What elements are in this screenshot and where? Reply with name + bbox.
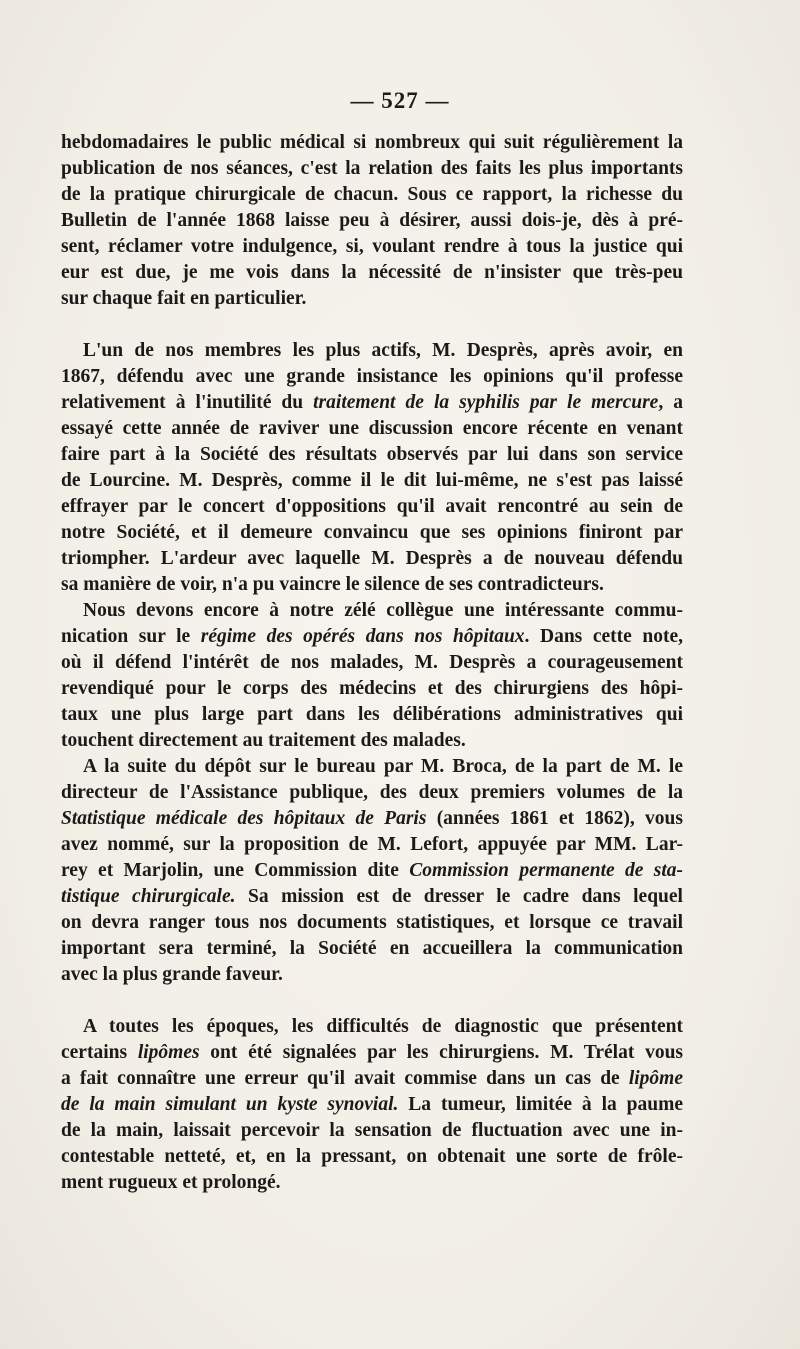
text-line: on devra ranger tous nos documents statistiques, et lorsque ce travail xyxy=(61,912,683,933)
italic-title: Statistique médicale des hôpitaux de Paris xyxy=(61,808,427,829)
text-line: essayé cette année de raviver une discussion encore récente en venant xyxy=(61,418,683,439)
text-line: Bulletin de l'année 1868 laisse peu à désirer, aussi dois-je, dès à pré- xyxy=(61,210,683,231)
text-line: revendiqué pour le corps des médecins et des chirurgiens des hôpi- xyxy=(61,678,683,699)
text-line xyxy=(61,1040,683,1066)
text-run: nication sur le xyxy=(61,626,201,647)
paragraph xyxy=(61,598,683,754)
text-run: ont été signalées par les chirurgiens. M. Trélat vous xyxy=(199,1042,683,1063)
text-line xyxy=(61,390,683,416)
italic-title: traitement de la syphilis par le mercure xyxy=(313,392,659,413)
text-run: rey et Marjolin, une Commission dite xyxy=(61,860,410,881)
text-line: touchent directement au traitement des malades. xyxy=(61,730,466,751)
text-line: où il défend l'intérêt de nos malades, M. Desprès a courageusement xyxy=(61,652,683,673)
text-line: taux une plus large part dans les délibérations administratives qui xyxy=(61,704,683,725)
text-line xyxy=(61,884,683,910)
page-number: — 527 — xyxy=(350,88,450,113)
text-line: L'un de nos membres les plus actifs, M. Desprès, après avoir, en xyxy=(83,340,683,361)
text-run: La tumeur, limitée à la paume xyxy=(398,1094,683,1115)
text-line: avez nommé, sur la proposition de M. Lefort, appuyée par MM. Lar- xyxy=(61,834,683,855)
italic-title: régime des opérés dans nos hôpitaux xyxy=(200,626,525,647)
italic-title: lipômes xyxy=(137,1042,200,1063)
text-line: 1867, défendu avec une grande insistance les opinions qu'il professe xyxy=(61,366,683,387)
text-run: . Dans cette note, xyxy=(524,626,684,647)
paragraph xyxy=(61,338,683,598)
text-line: de Lourcine. M. Desprès, comme il le dit lui-même, ne s'est pas laissé xyxy=(61,470,683,491)
text-line: sent, réclamer votre indulgence, si, voulant rendre à tous la justice qui xyxy=(61,236,683,257)
text-line: A toutes les époques, les difficultés de diagnostic que présentent xyxy=(83,1016,683,1037)
italic-title: Commission permanente de sta- xyxy=(409,860,684,881)
text-run: (années 1861 et 1862), vous xyxy=(426,808,683,829)
italic-title: de la main simulant un kyste synovial. xyxy=(61,1094,399,1115)
text-line: publication de nos séances, c'est la relation des faits les plus importants xyxy=(61,158,683,179)
paragraph xyxy=(61,130,683,312)
text-line: faire part à la Société des résultats observés par lui dans son service xyxy=(61,444,683,465)
text-line: de la main, laissait percevoir la sensation de fluctuation avec une in- xyxy=(61,1120,683,1141)
text-line: important sera terminé, la Société en accueillera la communication xyxy=(61,938,683,959)
text-line: de la pratique chirurgicale de chacun. Sous ce rapport, la richesse du xyxy=(61,184,683,205)
page-body xyxy=(61,130,683,1196)
text-run: a fait connaître une erreur qu'il avait commise dans un cas de xyxy=(61,1068,629,1089)
text-line: triompher. L'ardeur avec laquelle M. Desprès a de nouveau défendu xyxy=(61,548,683,569)
text-line: sur chaque fait en particulier. xyxy=(61,288,307,309)
text-line: hebdomadaires le public médical si nombreux qui suit régulièrement la xyxy=(61,132,683,153)
text-line: avec la plus grande faveur. xyxy=(61,964,283,985)
text-line xyxy=(61,806,683,832)
paragraph xyxy=(61,1014,683,1196)
text-run: certains xyxy=(61,1042,138,1063)
text-run: Sa mission est de dresser le cadre dans lequel xyxy=(235,886,683,907)
text-line: contestable netteté, et, en la pressant, on obtenait une sorte de frôle- xyxy=(61,1146,683,1167)
text-line: eur est due, je me vois dans la nécessité de n'insister que très-peu xyxy=(61,262,683,283)
text-line xyxy=(61,624,683,650)
italic-title: tistique chirurgicale. xyxy=(61,886,236,907)
text-line: sa manière de voir, n'a pu vaincre le silence de ses contradicteurs. xyxy=(61,574,604,595)
text-line: ment rugueux et prolongé. xyxy=(61,1172,281,1193)
text-line: effrayer par le concert d'oppositions qu'il avait rencontré au sein de xyxy=(61,496,683,517)
text-line: Nous devons encore à notre zélé collègue une intéressante commu- xyxy=(83,600,683,621)
paragraph xyxy=(61,754,683,988)
italic-title: lipôme xyxy=(628,1068,683,1089)
text-line xyxy=(61,1066,683,1092)
text-run: relativement à l'inutilité du xyxy=(61,392,314,413)
text-run: , a xyxy=(658,392,683,413)
text-line: directeur de l'Assistance publique, des deux premiers volumes de la xyxy=(61,782,683,803)
text-line xyxy=(61,858,683,884)
text-line: A la suite du dépôt sur le bureau par M. Broca, de la part de M. le xyxy=(83,756,683,777)
text-line xyxy=(61,1092,683,1118)
text-line: notre Société, et il demeure convaincu que ses opinions finiront par xyxy=(61,522,683,543)
